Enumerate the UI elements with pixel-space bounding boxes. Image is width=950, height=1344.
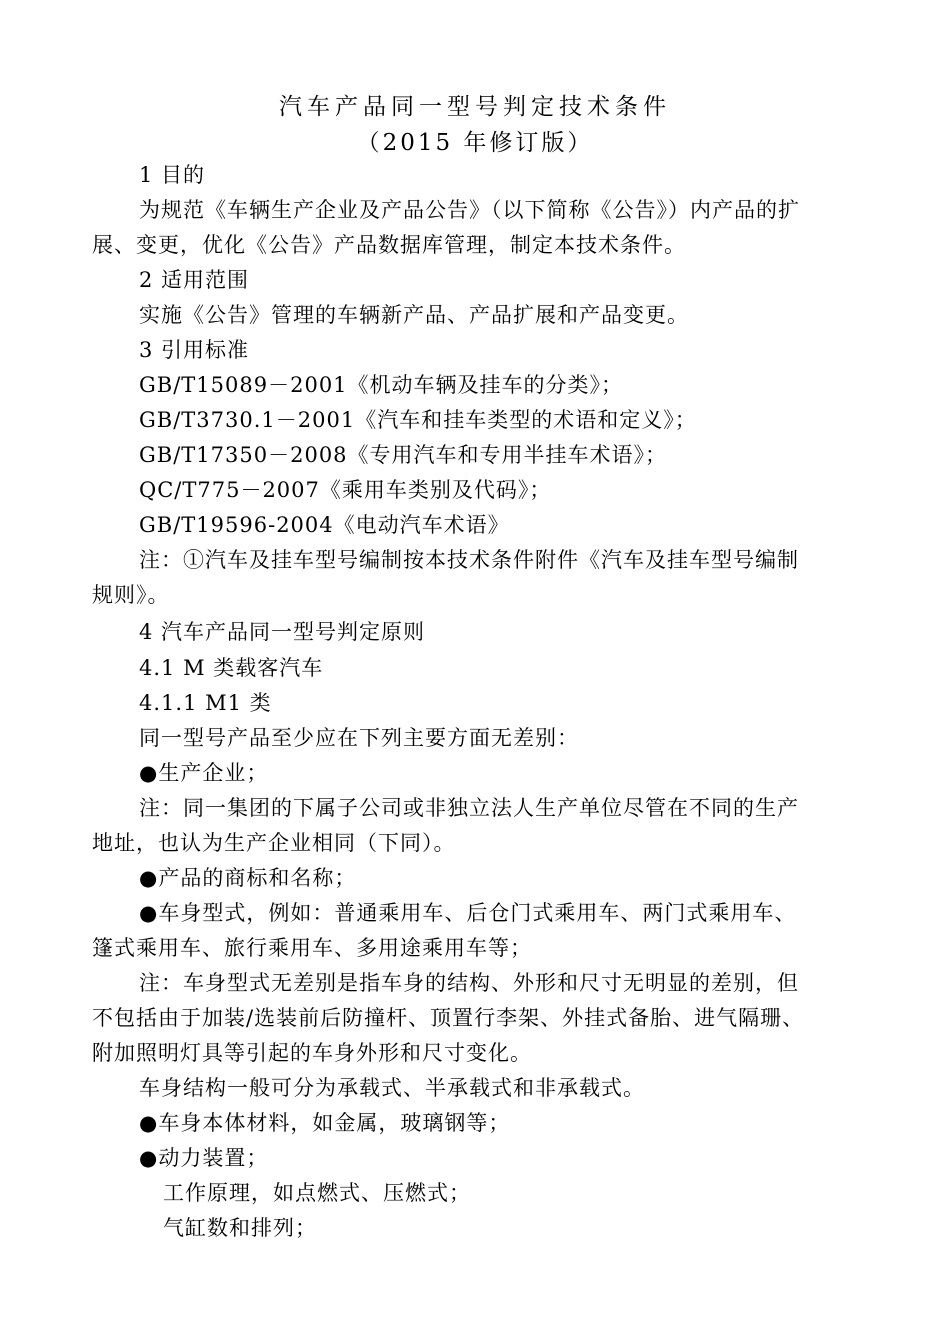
heading-purpose: 1 目的 xyxy=(139,163,206,187)
paragraph-line: 同一型号产品至少应在下列主要方面无差别： xyxy=(139,726,579,750)
paragraph-line: 车身结构一般可分为承载式、半承载式和非承载式。 xyxy=(139,1076,645,1100)
reference-item: GB/T3730.1－2001《汽车和挂车类型的术语和定义》； xyxy=(139,408,697,432)
note-line: 不包括由于加装/选装前后防撞杆、顶置行李架、外挂式备胎、进气隔珊、 xyxy=(92,1006,805,1030)
reference-item: QC/T775－2007《乘用车类别及代码》； xyxy=(139,478,552,502)
note-line: 地址，也认为生产企业相同（下同）。 xyxy=(92,831,456,855)
reference-item: GB/T19596-2004《电动汽车术语》 xyxy=(139,513,510,537)
sub-item: 工作原理，如点燃式、压燃式； xyxy=(163,1181,471,1205)
paragraph-line: 展、变更，优化《公告》产品数据库管理，制定本技术条件。 xyxy=(92,233,686,257)
bullet-item: ●车身型式，例如：普通乘用车、后仓门式乘用车、两门式乘用车、 xyxy=(139,901,797,925)
note-line: 注：车身型式无差别是指车身的结构、外形和尺寸无明显的差别，但 xyxy=(139,971,799,995)
paragraph-line: 实施《公告》管理的车辆新产品、产品扩展和产品变更。 xyxy=(139,303,689,327)
heading-m1-class: 4.1.1 M1 类 xyxy=(139,691,272,715)
note-line: 附加照明灯具等引起的车身外形和尺寸变化。 xyxy=(92,1041,532,1065)
heading-principles: 4 汽车产品同一型号判定原则 xyxy=(139,620,426,644)
note-line: 注：同一集团的下属子公司或非独立法人生产单位尽管在不同的生产 xyxy=(139,796,799,820)
bullet-item: ●车身本体材料，如金属，玻璃钢等； xyxy=(139,1111,511,1135)
paragraph-line: 篷式乘用车、旅行乘用车、多用途乘用车等； xyxy=(92,936,532,960)
heading-m-class: 4.1 M 类载客汽车 xyxy=(139,656,324,680)
sub-item: 气缸数和排列； xyxy=(163,1216,317,1240)
document-title: 汽车产品同一型号判定技术条件 xyxy=(279,94,671,120)
heading-scope: 2 适用范围 xyxy=(139,268,250,292)
bullet-item: ●产品的商标和名称； xyxy=(139,866,357,890)
reference-item: GB/T15089－2001《机动车辆及挂车的分类》； xyxy=(139,373,624,397)
paragraph-line: 为规范《车辆生产企业及产品公告》（以下简称《公告》）内产品的扩 xyxy=(139,198,800,222)
bullet-item: ●动力装置； xyxy=(139,1146,269,1170)
reference-item: GB/T17350－2008《专用汽车和专用半挂车术语》； xyxy=(139,443,668,467)
bullet-item: ●生产企业； xyxy=(139,761,269,785)
note-line: 规则》。 xyxy=(92,583,170,607)
heading-references: 3 引用标准 xyxy=(139,338,250,362)
document-subtitle: （2015 年修订版） xyxy=(356,130,594,156)
note-line: 注：①汽车及挂车型号编制按本技术条件附件《汽车及挂车型号编制 xyxy=(139,548,799,572)
